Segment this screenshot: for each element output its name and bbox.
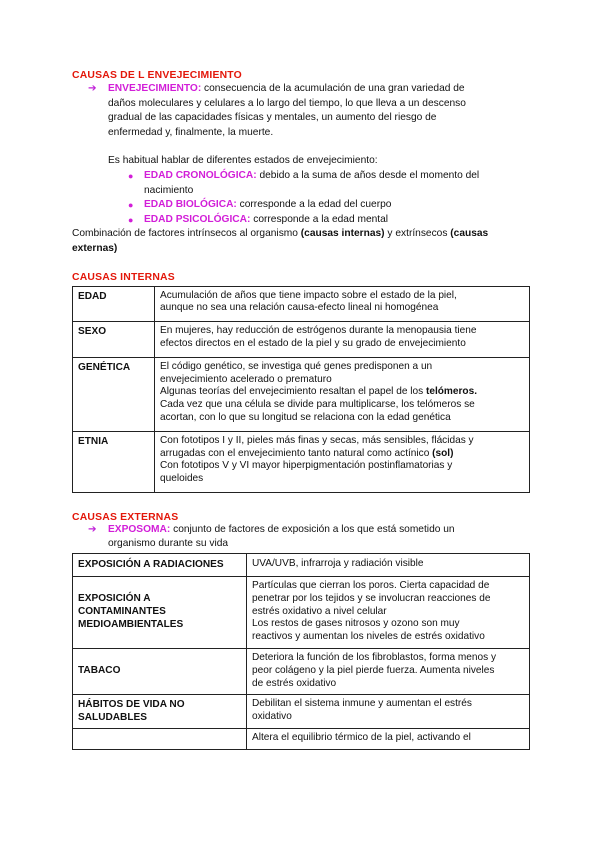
text-line: UVA/UVB, infrarroja y radiación visible [252, 558, 424, 570]
text-line: En mujeres, hay reducción de estrógenos durante la menopausia tiene [160, 325, 477, 337]
row-value [155, 286, 530, 322]
row-value [155, 431, 530, 492]
text-line: Con fototipos V y VI mayor hiperpigmentación postinflamatorias y [160, 460, 453, 472]
text-line: El código genético, se investiga qué genes predisponen a un [160, 360, 433, 372]
exposoma-definition [72, 523, 530, 552]
causas-internas-table [72, 286, 530, 493]
definition-text-line: organismo durante su vida [108, 538, 229, 550]
text-line: Los restos de gases nitrosos y ozono son muy [252, 618, 460, 630]
table-row [73, 695, 530, 729]
document-page [72, 70, 530, 750]
bold-span: (causas internas) [300, 228, 385, 240]
key-line: MEDIOAMBIENTALES [78, 618, 184, 630]
text-line: penetrar por los tejidos y se involucran reacciones de [252, 592, 491, 604]
combinacion-paragraph [72, 227, 530, 256]
definition-term: EXPOSOMA: [108, 523, 171, 535]
key-line: EXPOSICIÓN A [78, 593, 151, 605]
bold-span: (sol) [432, 447, 454, 459]
row-key: GENÉTICA [73, 357, 155, 431]
text-line: Cada vez que una célula se divide para multiplicarse, los telómeros se [160, 399, 475, 411]
text-line: Deteriora la función de los fibroblastos, forma menos y [252, 652, 497, 664]
text-line: Con fototipos I y II, pieles más finas y secas, más sensibles, flácidas y [160, 434, 474, 446]
bold-span: telómeros. [425, 386, 478, 398]
row-key [73, 695, 247, 729]
estado-item [72, 169, 530, 198]
envejecimiento-definition [72, 82, 530, 140]
causas-externas-title: CAUSAS EXTERNAS [72, 511, 179, 523]
row-key [73, 577, 247, 649]
bold-span: (causas [450, 228, 489, 240]
arrow-bullet-icon: ➔ [88, 83, 97, 94]
bold-span: externas) [72, 242, 118, 254]
key-line: HÁBITOS DE VIDA NO [78, 698, 185, 710]
bullet-dot-icon: ● [128, 214, 134, 225]
bullet-dot-icon: ● [128, 200, 134, 211]
definition-text-line: gradual de las capacidades físicas y mentales, un aumento del riesgo de [108, 112, 437, 124]
text-span: y extrínsecos [384, 228, 451, 240]
causas-externas-table [72, 553, 530, 750]
definition-text-line: daños moleculares y celulares a lo largo del tiempo, lo que lleva a un descenso [108, 97, 466, 109]
text-line: peor colágeno y la piel pierde fuerza. Aumenta niveles [252, 664, 495, 676]
table-row [73, 286, 530, 322]
row-value [247, 649, 530, 695]
row-value [155, 322, 530, 358]
text-line: oxidativo [252, 711, 292, 723]
text-line: reactivos y aumentan los niveles de estrés oxidativo [252, 631, 485, 643]
causas-internas-title: CAUSAS INTERNAS [72, 271, 175, 283]
row-key [73, 649, 247, 695]
definition-text-line: enfermedad y, finalmente, la muerte. [108, 126, 274, 138]
row-key: EDAD [73, 286, 155, 322]
row-key [73, 729, 247, 750]
estado-desc: corresponde a la edad del cuerpo [236, 199, 392, 211]
text-line: de estrés oxidativo [252, 677, 337, 689]
key-line: TABACO [78, 665, 121, 677]
definition-term: ENVEJECIMIENTO: [108, 83, 202, 94]
definition-text-line: conjunto de factores de exposición a los que está sometido un [170, 523, 455, 535]
bullet-dot-icon: ● [128, 170, 134, 181]
key-line: CONTAMINANTES [78, 606, 166, 618]
text-line: arrugadas con el envejecimiento tanto natural como actínico [160, 447, 433, 459]
estados-intro: Es habitual hablar de diferentes estados de envejecimiento: [108, 155, 378, 167]
row-value [155, 357, 530, 431]
estado-term: EDAD BIOLÓGICA: [144, 199, 237, 211]
text-line: envejecimiento acelerado o prematuro [160, 373, 332, 385]
table-row [73, 649, 530, 695]
causas-envejecimiento-title: CAUSAS DE L ENVEJECIMIENTO [72, 70, 242, 81]
arrow-bullet-icon: ➔ [88, 523, 97, 535]
text-line: Partículas que cierran los poros. Cierta capacidad de [252, 580, 490, 592]
row-value [247, 695, 530, 729]
table-row [73, 357, 530, 431]
text-line: estrés oxidativo a nivel celular [252, 605, 387, 617]
row-value [247, 729, 530, 750]
text-line: Acumulación de años que tiene impacto sobre el estado de la piel, [160, 289, 457, 301]
row-value [247, 577, 530, 649]
table-row [73, 554, 530, 577]
estado-desc: corresponde a la edad mental [250, 213, 389, 225]
key-line: SALUDABLES [78, 711, 147, 723]
definition-text-line: consecuencia de la acumulación de una gran variedad de [201, 83, 465, 94]
table-row [73, 431, 530, 492]
row-key [73, 554, 247, 577]
estado-item [72, 213, 530, 228]
table-row [73, 729, 530, 750]
row-key: SEXO [73, 322, 155, 358]
estado-item [72, 198, 530, 213]
text-line: queloides [160, 473, 204, 485]
estado-term: EDAD PSICOLÓGICA: [144, 213, 251, 225]
table-row [73, 577, 530, 649]
table-row [73, 322, 530, 358]
row-value [247, 554, 530, 577]
text-line: Debilitan el sistema inmune y aumentan el estrés [252, 698, 472, 710]
estado-desc: nacimiento [144, 184, 194, 196]
text-line: Algunas teorías del envejecimiento resaltan el papel de los [160, 386, 426, 398]
estado-term: EDAD CRONOLÓGICA: [144, 169, 257, 181]
text-line: aunque no sea una relación causa-efecto lineal ni homogénea [160, 302, 439, 314]
key-line: EXPOSICIÓN A RADIACIONES [78, 558, 224, 570]
text-line: efectos directos en el estado de la piel y su grado de envejecimiento [160, 337, 466, 349]
text-line: acortan, con lo que su longitud se relaciona con la edad genética [160, 411, 451, 423]
text-span: Combinación de factores intrínsecos al organismo [72, 228, 301, 240]
text-line: Altera el equilibrio térmico de la piel, activando el [252, 732, 471, 744]
row-key: ETNIA [73, 431, 155, 492]
estado-desc: debido a la suma de años desde el momento del [256, 169, 480, 181]
